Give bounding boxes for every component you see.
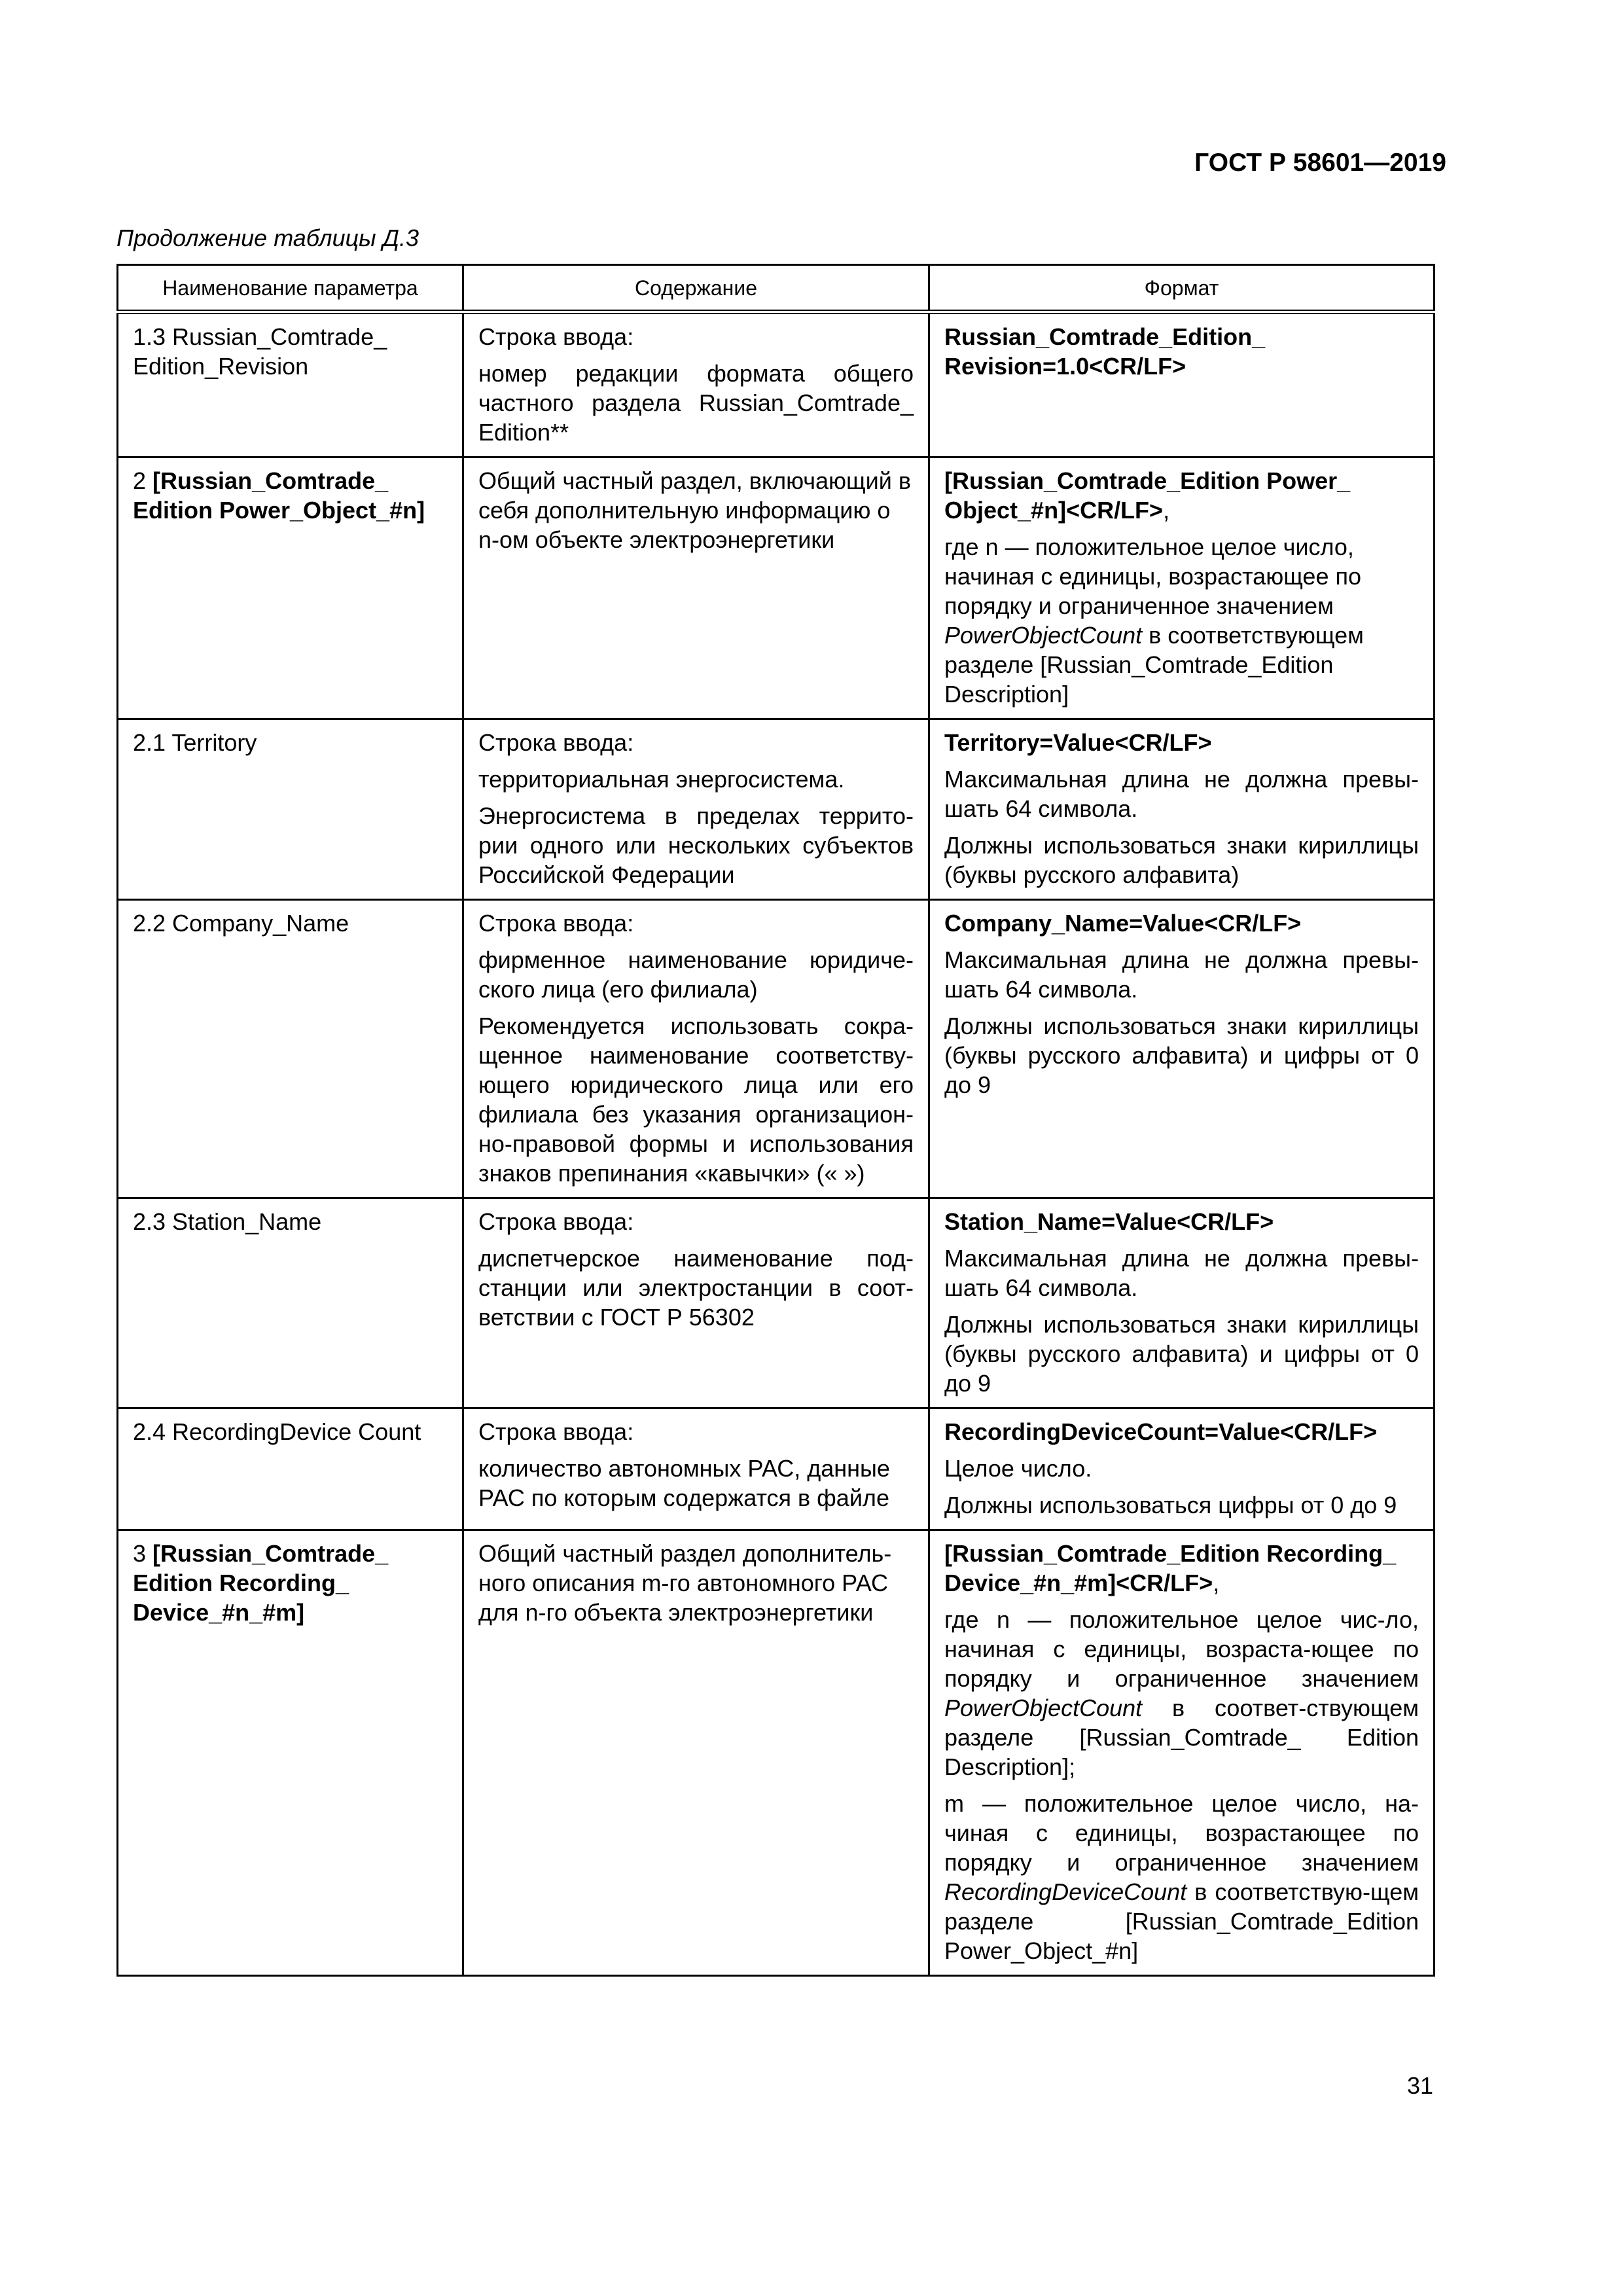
format-cell: [Russian_Comtrade_Edition Power_ Object_#n]<CR/LF>, где n — положительное целое число, начиная с единицы, возрастающее по порядку и ограниченное значением PowerObjectCount в соответствующем разделе [Russian_Comtrade_Edition Description]	[929, 457, 1435, 719]
table-row	[118, 1198, 1435, 1408]
content-cell: Общий частный раздел, включающий в себя дополнительную информацию о n-ом объекте электроэнергетики	[463, 457, 929, 719]
parameter-name-cell: 1.3 Russian_Comtrade_ Edition_Revision	[118, 312, 463, 457]
format-cell: [Russian_Comtrade_Edition Recording_ Device_#n_#m]<CR/LF>, где n — положительное целое чис-ло, начиная с единицы, возраста-ющее по порядку и ограниченное значением PowerObjectCount в соответ-ствующем разделе [Russian_Comtrade_ Edition Description]; m — положительное целое число, на-чиная с единицы, возрастающее по порядку и ограниченное значением RecordingDeviceCount в соответствую-щем разделе [Russian_Comtrade_Edition Power_Object_#n]	[929, 1530, 1435, 1976]
page-number: 31	[1406, 2072, 1433, 2099]
header-parameter-name: Наименование параметра	[118, 265, 463, 312]
table-row	[118, 1530, 1435, 1976]
table-row	[118, 719, 1435, 900]
format-cell: Territory=Value<CR/LF> Максимальная длина не должна превы-шать 64 символа. Должны использоваться знаки кириллицы (буквы русского алфавита)	[929, 719, 1435, 900]
content-cell: Строка ввода: номер редакции формата общего частного раздела Russian_Comtrade_ Edition**	[463, 312, 929, 457]
parameters-table	[116, 264, 1435, 1977]
content-cell: Строка ввода: количество автономных РАС, данные РАС по которым содержатся в файле	[463, 1408, 929, 1530]
table-header-row	[118, 265, 1435, 312]
parameter-name-cell: 2.1 Territory	[118, 719, 463, 900]
parameter-name-cell: 2.2 Company_Name	[118, 900, 463, 1198]
table-row	[118, 900, 1435, 1198]
header-content: Содержание	[463, 265, 929, 312]
content-cell: Строка ввода: территориальная энергосистема. Энергосистема в пределах террито-рии одного или нескольких субъектов Российской Федерации	[463, 719, 929, 900]
parameter-name-cell: 3 [Russian_Comtrade_ Edition Recording_ Device_#n_#m]	[118, 1530, 463, 1976]
table-row	[118, 457, 1435, 719]
format-cell: RecordingDeviceCount=Value<CR/LF> Целое число. Должны использоваться цифры от 0 до 9	[929, 1408, 1435, 1530]
table-row	[118, 1408, 1435, 1530]
parameter-name-cell: 2.3 Station_Name	[118, 1198, 463, 1408]
header-format: Формат	[929, 265, 1435, 312]
parameter-name-cell: 2 [Russian_Comtrade_ Edition Power_Object_#n]	[118, 457, 463, 719]
table-caption: Продолжение таблицы Д.3	[116, 224, 419, 251]
standard-designation: ГОСТ Р 58601—2019	[1194, 149, 1446, 177]
format-cell: Russian_Comtrade_Edition_ Revision=1.0<CR/LF>	[929, 312, 1435, 457]
content-cell: Общий частный раздел дополнитель-ного описания m-го автономного РАС для n-го объекта электроэнергетики	[463, 1530, 929, 1976]
content-cell: Строка ввода: диспетчерское наименование под-станции или электростанции в соот-ветствии с ГОСТ Р 56302	[463, 1198, 929, 1408]
content-cell: Строка ввода: фирменное наименование юридиче-ского лица (его филиала) Рекомендуется использовать сокра-щенное наименование соответству-ющего юридического лица или его филиала без указания организацион-но-правовой формы и использования знаков препинания «кавычки» (« »)	[463, 900, 929, 1198]
table-row	[118, 312, 1435, 457]
parameter-name-cell: 2.4 RecordingDevice Count	[118, 1408, 463, 1530]
format-cell: Station_Name=Value<CR/LF> Максимальная длина не должна превы-шать 64 символа. Должны использоваться знаки кириллицы (буквы русского алфавита) и цифры от 0 до 9	[929, 1198, 1435, 1408]
format-cell: Company_Name=Value<CR/LF> Максимальная длина не должна превы-шать 64 символа. Должны использоваться знаки кириллицы (буквы русского алфавита) и цифры от 0 до 9	[929, 900, 1435, 1198]
